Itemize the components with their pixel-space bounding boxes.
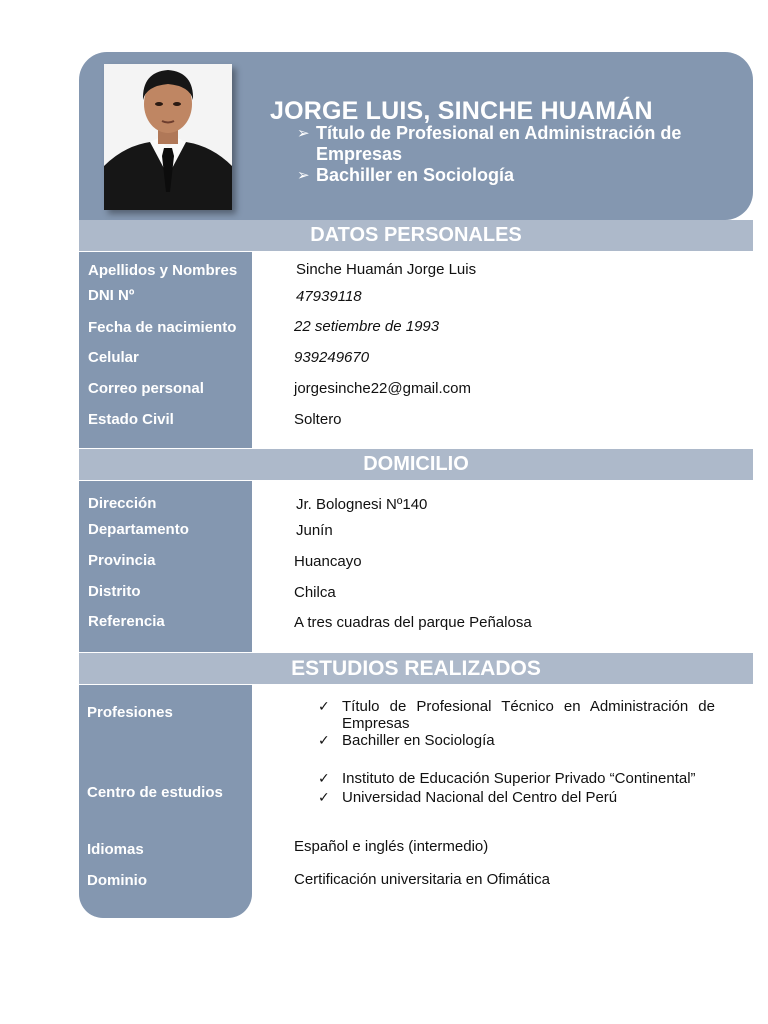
label-departamento: Departamento bbox=[88, 521, 189, 538]
checkmark-icon: ✓ bbox=[318, 770, 330, 786]
cv-name: JORGE LUIS, SINCHE HUAMÁN bbox=[270, 97, 653, 125]
arrow-bullet-icon: ➢ bbox=[297, 167, 310, 184]
value-distrito: Chilca bbox=[294, 584, 336, 601]
label-dni: DNI Nº bbox=[88, 287, 135, 304]
cv-header bbox=[79, 52, 753, 220]
cv-title-text: Título de Profesional en Administración de Empresas bbox=[316, 123, 682, 164]
value-referencia: A tres cuadras del parque Peñalosa bbox=[294, 614, 532, 631]
label-centro-estudios: Centro de estudios bbox=[87, 784, 223, 801]
label-dominio: Dominio bbox=[87, 872, 147, 889]
value-idiomas: Español e inglés (intermedio) bbox=[294, 838, 489, 855]
section-heading-datos-personales: DATOS PERSONALES bbox=[79, 220, 753, 251]
label-distrito: Distrito bbox=[88, 583, 141, 600]
list-item bbox=[318, 770, 715, 787]
value-departamento: Junín bbox=[296, 522, 333, 539]
label-fecha-nacimiento: Fecha de nacimiento bbox=[88, 319, 237, 336]
centro-text: Instituto de Educación Superior Privado “Continental” bbox=[342, 770, 696, 787]
profesion-text: Título de Profesional Técnico en Administración de Empresas bbox=[342, 698, 715, 732]
value-direccion: Jr. Bolognesi Nº140 bbox=[296, 496, 428, 513]
value-dni: 47939118 bbox=[296, 288, 362, 305]
value-correo: jorgesinche22@gmail.com bbox=[294, 380, 471, 397]
section-heading-estudios: ESTUDIOS REALIZADOS bbox=[79, 653, 753, 684]
list-item bbox=[318, 698, 715, 732]
value-fecha-nacimiento: 22 setiembre de 1993 bbox=[294, 318, 440, 335]
profesiones-list bbox=[318, 698, 715, 749]
label-correo: Correo personal bbox=[88, 380, 204, 397]
label-direccion: Dirección bbox=[88, 495, 157, 512]
cv-title-item bbox=[297, 165, 727, 186]
value-celular: 939249670 bbox=[294, 349, 370, 366]
list-item bbox=[318, 732, 715, 749]
section-heading-domicilio: DOMICILIO bbox=[79, 449, 753, 480]
checkmark-icon: ✓ bbox=[318, 732, 330, 748]
label-idiomas: Idiomas bbox=[87, 841, 144, 858]
profile-photo bbox=[104, 64, 232, 210]
profile-photo-image bbox=[104, 64, 232, 210]
value-apellidos-nombres: Sinche Huamán Jorge Luis bbox=[296, 261, 477, 278]
cv-title-item bbox=[297, 123, 727, 165]
centro-text: Universidad Nacional del Centro del Perú bbox=[342, 789, 618, 806]
centros-list bbox=[318, 770, 715, 806]
list-item bbox=[318, 789, 715, 806]
label-profesiones: Profesiones bbox=[87, 704, 173, 721]
value-provincia: Huancayo bbox=[294, 553, 362, 570]
checkmark-icon: ✓ bbox=[318, 789, 330, 805]
arrow-bullet-icon: ➢ bbox=[297, 125, 310, 142]
cv-title-text: Bachiller en Sociología bbox=[316, 165, 515, 185]
checkmark-icon: ✓ bbox=[318, 698, 330, 714]
label-referencia: Referencia bbox=[88, 613, 165, 630]
label-apellidos-nombres: Apellidos y Nombres bbox=[88, 262, 238, 279]
value-estado-civil: Soltero bbox=[294, 411, 342, 428]
label-estado-civil: Estado Civil bbox=[88, 411, 174, 428]
value-dominio: Certificación universitaria en Ofimática bbox=[294, 871, 550, 888]
cv-titles bbox=[297, 123, 727, 186]
label-provincia: Provincia bbox=[88, 552, 156, 569]
label-celular: Celular bbox=[88, 349, 139, 366]
profesion-text: Bachiller en Sociología bbox=[342, 732, 495, 749]
